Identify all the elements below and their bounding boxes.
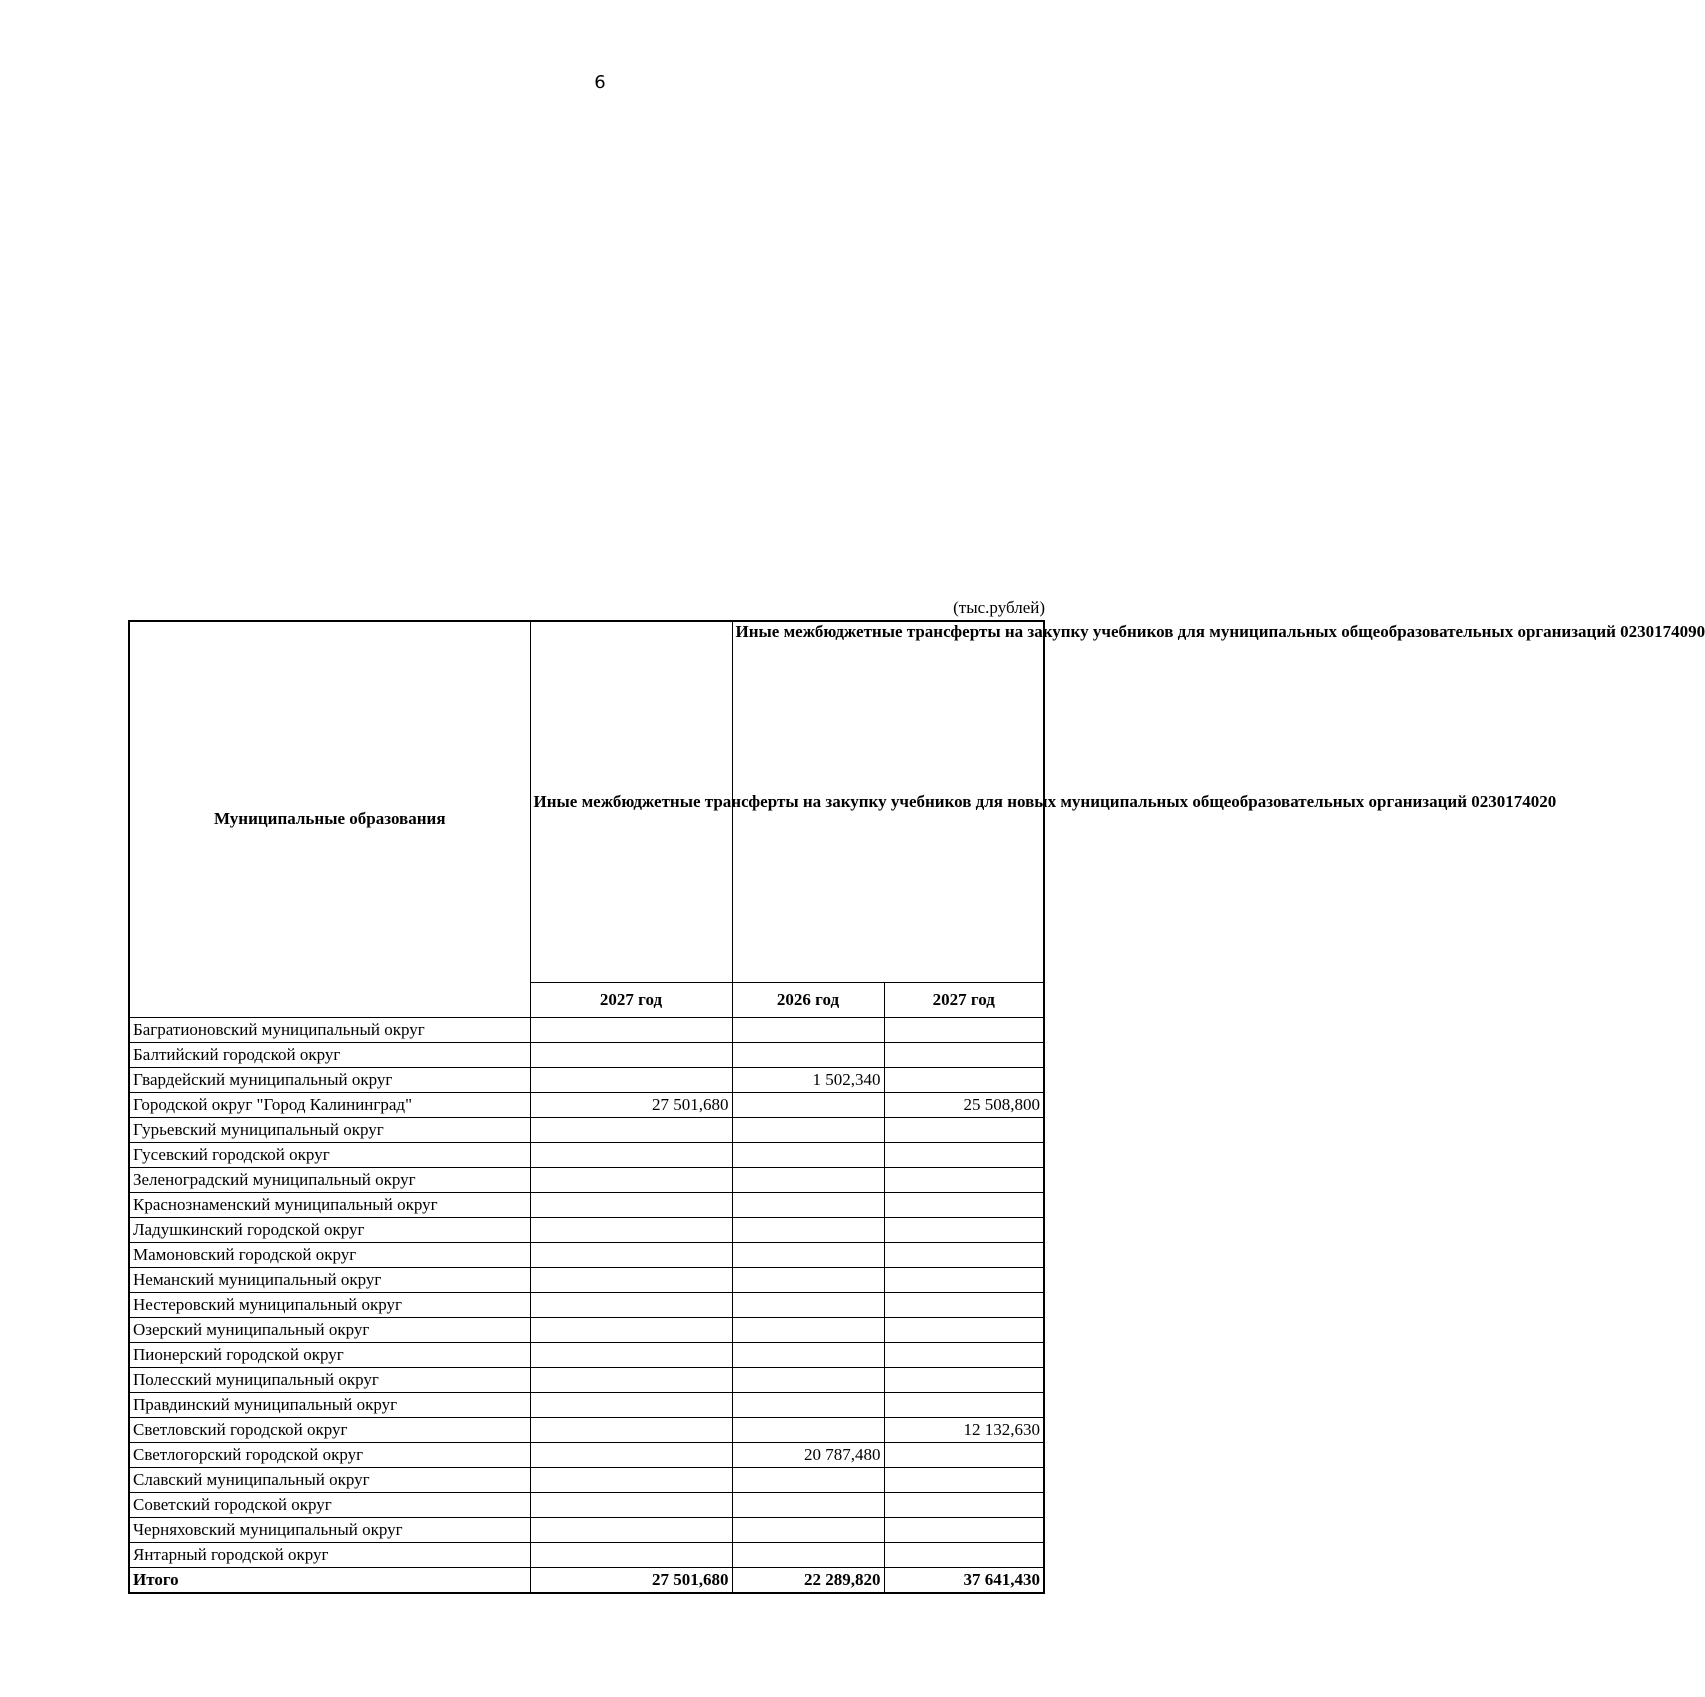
- table-row: [129, 1193, 1044, 1218]
- row-value-col2: [530, 1168, 732, 1193]
- row-value-col3: [732, 1368, 884, 1393]
- row-value-col3: [732, 1193, 884, 1218]
- row-value-col3: [732, 1043, 884, 1068]
- row-value-col4: [884, 1143, 1044, 1168]
- row-name: Ладушкинский городской округ: [129, 1218, 530, 1243]
- row-value-col3: 22 289,820: [732, 1568, 884, 1594]
- row-value-col2: [530, 1418, 732, 1443]
- row-name: Неманский муниципальный округ: [129, 1268, 530, 1293]
- row-name: Светлогорский городской округ: [129, 1443, 530, 1468]
- row-value-col2: [530, 1368, 732, 1393]
- table-row: [129, 1418, 1044, 1443]
- row-value-col4: [884, 1518, 1044, 1543]
- row-value-col3: [732, 1143, 884, 1168]
- table-row: [129, 1268, 1044, 1293]
- row-value-col3: [732, 1393, 884, 1418]
- row-name: Балтийский городской округ: [129, 1043, 530, 1068]
- row-name: Полесский муниципальный округ: [129, 1368, 530, 1393]
- table-row: [129, 1568, 1044, 1594]
- row-value-col2: [530, 1118, 732, 1143]
- row-value-col4: [884, 1343, 1044, 1368]
- table-row: [129, 1293, 1044, 1318]
- row-value-col4: [884, 1293, 1044, 1318]
- table-row: [129, 1218, 1044, 1243]
- row-value-col2: [530, 1043, 732, 1068]
- row-value-col2: [530, 1443, 732, 1468]
- row-value-col3: [732, 1243, 884, 1268]
- row-value-col4: [884, 1368, 1044, 1393]
- header-municipalities: Муниципальные образования: [129, 621, 530, 1018]
- row-name: Светловский городской округ: [129, 1418, 530, 1443]
- row-value-col2: [530, 1518, 732, 1543]
- row-name: Мамоновский городской округ: [129, 1243, 530, 1268]
- row-value-col3: [732, 1093, 884, 1118]
- row-value-col4: [884, 1243, 1044, 1268]
- row-value-col3: [732, 1318, 884, 1343]
- table-body: [129, 1018, 1044, 1594]
- row-value-col2: [530, 1218, 732, 1243]
- table-row: [129, 1368, 1044, 1393]
- row-name: Городской округ "Город Калининград": [129, 1093, 530, 1118]
- row-value-col2: [530, 1343, 732, 1368]
- row-name: Советский городской округ: [129, 1493, 530, 1518]
- row-name: Гвардейский муниципальный округ: [129, 1068, 530, 1093]
- row-value-col3: [732, 1468, 884, 1493]
- row-value-col2: [530, 1193, 732, 1218]
- row-value-col4: [884, 1018, 1044, 1043]
- header-year-col4: 2027 год: [884, 983, 1044, 1018]
- header-year-col3: 2026 год: [732, 983, 884, 1018]
- table-row: [129, 1093, 1044, 1118]
- table-row: [129, 1243, 1044, 1268]
- row-value-col2: [530, 1318, 732, 1343]
- row-name: Черняховский муниципальный округ: [129, 1518, 530, 1543]
- page-number: 6: [594, 72, 606, 93]
- units-label: (тыс.рублей): [953, 598, 1045, 617]
- row-value-col3: 20 787,480: [732, 1443, 884, 1468]
- row-value-col4: [884, 1268, 1044, 1293]
- table-row: [129, 1343, 1044, 1368]
- row-value-col2: [530, 1143, 732, 1168]
- row-value-col2: [530, 1493, 732, 1518]
- table-row: [129, 1168, 1044, 1193]
- row-name: Гурьевский муниципальный округ: [129, 1118, 530, 1143]
- row-value-col2: [530, 1068, 732, 1093]
- row-value-col2: [530, 1393, 732, 1418]
- row-name: Озерский муниципальный округ: [129, 1318, 530, 1343]
- row-value-col3: [732, 1493, 884, 1518]
- row-value-col4: [884, 1218, 1044, 1243]
- row-value-col4: [884, 1168, 1044, 1193]
- row-value-col3: [732, 1268, 884, 1293]
- table-row: [129, 1018, 1044, 1043]
- table-row: [129, 1518, 1044, 1543]
- row-value-col2: [530, 1543, 732, 1568]
- row-value-col4: 25 508,800: [884, 1093, 1044, 1118]
- row-value-col2: [530, 1468, 732, 1493]
- row-value-col3: [732, 1418, 884, 1443]
- header-year-col2: 2027 год: [530, 983, 732, 1018]
- row-value-col3: [732, 1543, 884, 1568]
- header-schools-transfers: Иные межбюджетные трансферты на закупку учебников для муниципальных общеобразовательных организаций 0230174090: [732, 621, 1044, 983]
- row-name: Зеленоградский муниципальный округ: [129, 1168, 530, 1193]
- row-value-col4: [884, 1193, 1044, 1218]
- table-row: [129, 1493, 1044, 1518]
- row-value-col4: [884, 1118, 1044, 1143]
- table-row: [129, 1318, 1044, 1343]
- row-value-col4: [884, 1443, 1044, 1468]
- row-name: Итого: [129, 1568, 530, 1594]
- row-value-col4: [884, 1543, 1044, 1568]
- row-value-col2: [530, 1268, 732, 1293]
- row-value-col2: 27 501,680: [530, 1093, 732, 1118]
- row-value-col2: [530, 1018, 732, 1043]
- row-value-col4: [884, 1393, 1044, 1418]
- transfers-table: [128, 620, 1705, 1594]
- table-row: [129, 1468, 1044, 1493]
- row-value-col4: 37 641,430: [884, 1568, 1044, 1594]
- row-value-col3: [732, 1518, 884, 1543]
- row-value-col3: [732, 1018, 884, 1043]
- table-row: [129, 1543, 1044, 1568]
- row-value-col3: [732, 1168, 884, 1193]
- row-value-col2: 27 501,680: [530, 1568, 732, 1594]
- row-value-col3: [732, 1118, 884, 1143]
- table-row: [129, 1443, 1044, 1468]
- row-name: Гусевский городской округ: [129, 1143, 530, 1168]
- row-name: Славский муниципальный округ: [129, 1468, 530, 1493]
- row-value-col3: 1 502,340: [732, 1068, 884, 1093]
- row-value-col4: [884, 1068, 1044, 1093]
- row-value-col4: [884, 1318, 1044, 1343]
- row-value-col3: [732, 1293, 884, 1318]
- row-value-col4: [884, 1493, 1044, 1518]
- row-value-col2: [530, 1243, 732, 1268]
- table-row: [129, 1143, 1044, 1168]
- row-value-col4: [884, 1468, 1044, 1493]
- row-value-col2: [530, 1293, 732, 1318]
- row-name: Краснознаменский муниципальный округ: [129, 1193, 530, 1218]
- table-row: [129, 1393, 1044, 1418]
- header-new-schools-transfers: Иные межбюджетные трансферты на закупку учебников для новых муниципальных общеобразовательных организаций 0230174020: [530, 621, 732, 983]
- table-row: [129, 1068, 1044, 1093]
- row-value-col4: [884, 1043, 1044, 1068]
- row-name: Пионерский городской округ: [129, 1343, 530, 1368]
- row-value-col3: [732, 1343, 884, 1368]
- row-name: Багратионовский муниципальный округ: [129, 1018, 530, 1043]
- row-name: Правдинский муниципальный округ: [129, 1393, 530, 1418]
- table-row: [129, 1118, 1044, 1143]
- row-value-col3: [732, 1218, 884, 1243]
- row-name: Янтарный городской округ: [129, 1543, 530, 1568]
- row-name: Нестеровский муниципальный округ: [129, 1293, 530, 1318]
- row-value-col4: 12 132,630: [884, 1418, 1044, 1443]
- table-row: [129, 1043, 1044, 1068]
